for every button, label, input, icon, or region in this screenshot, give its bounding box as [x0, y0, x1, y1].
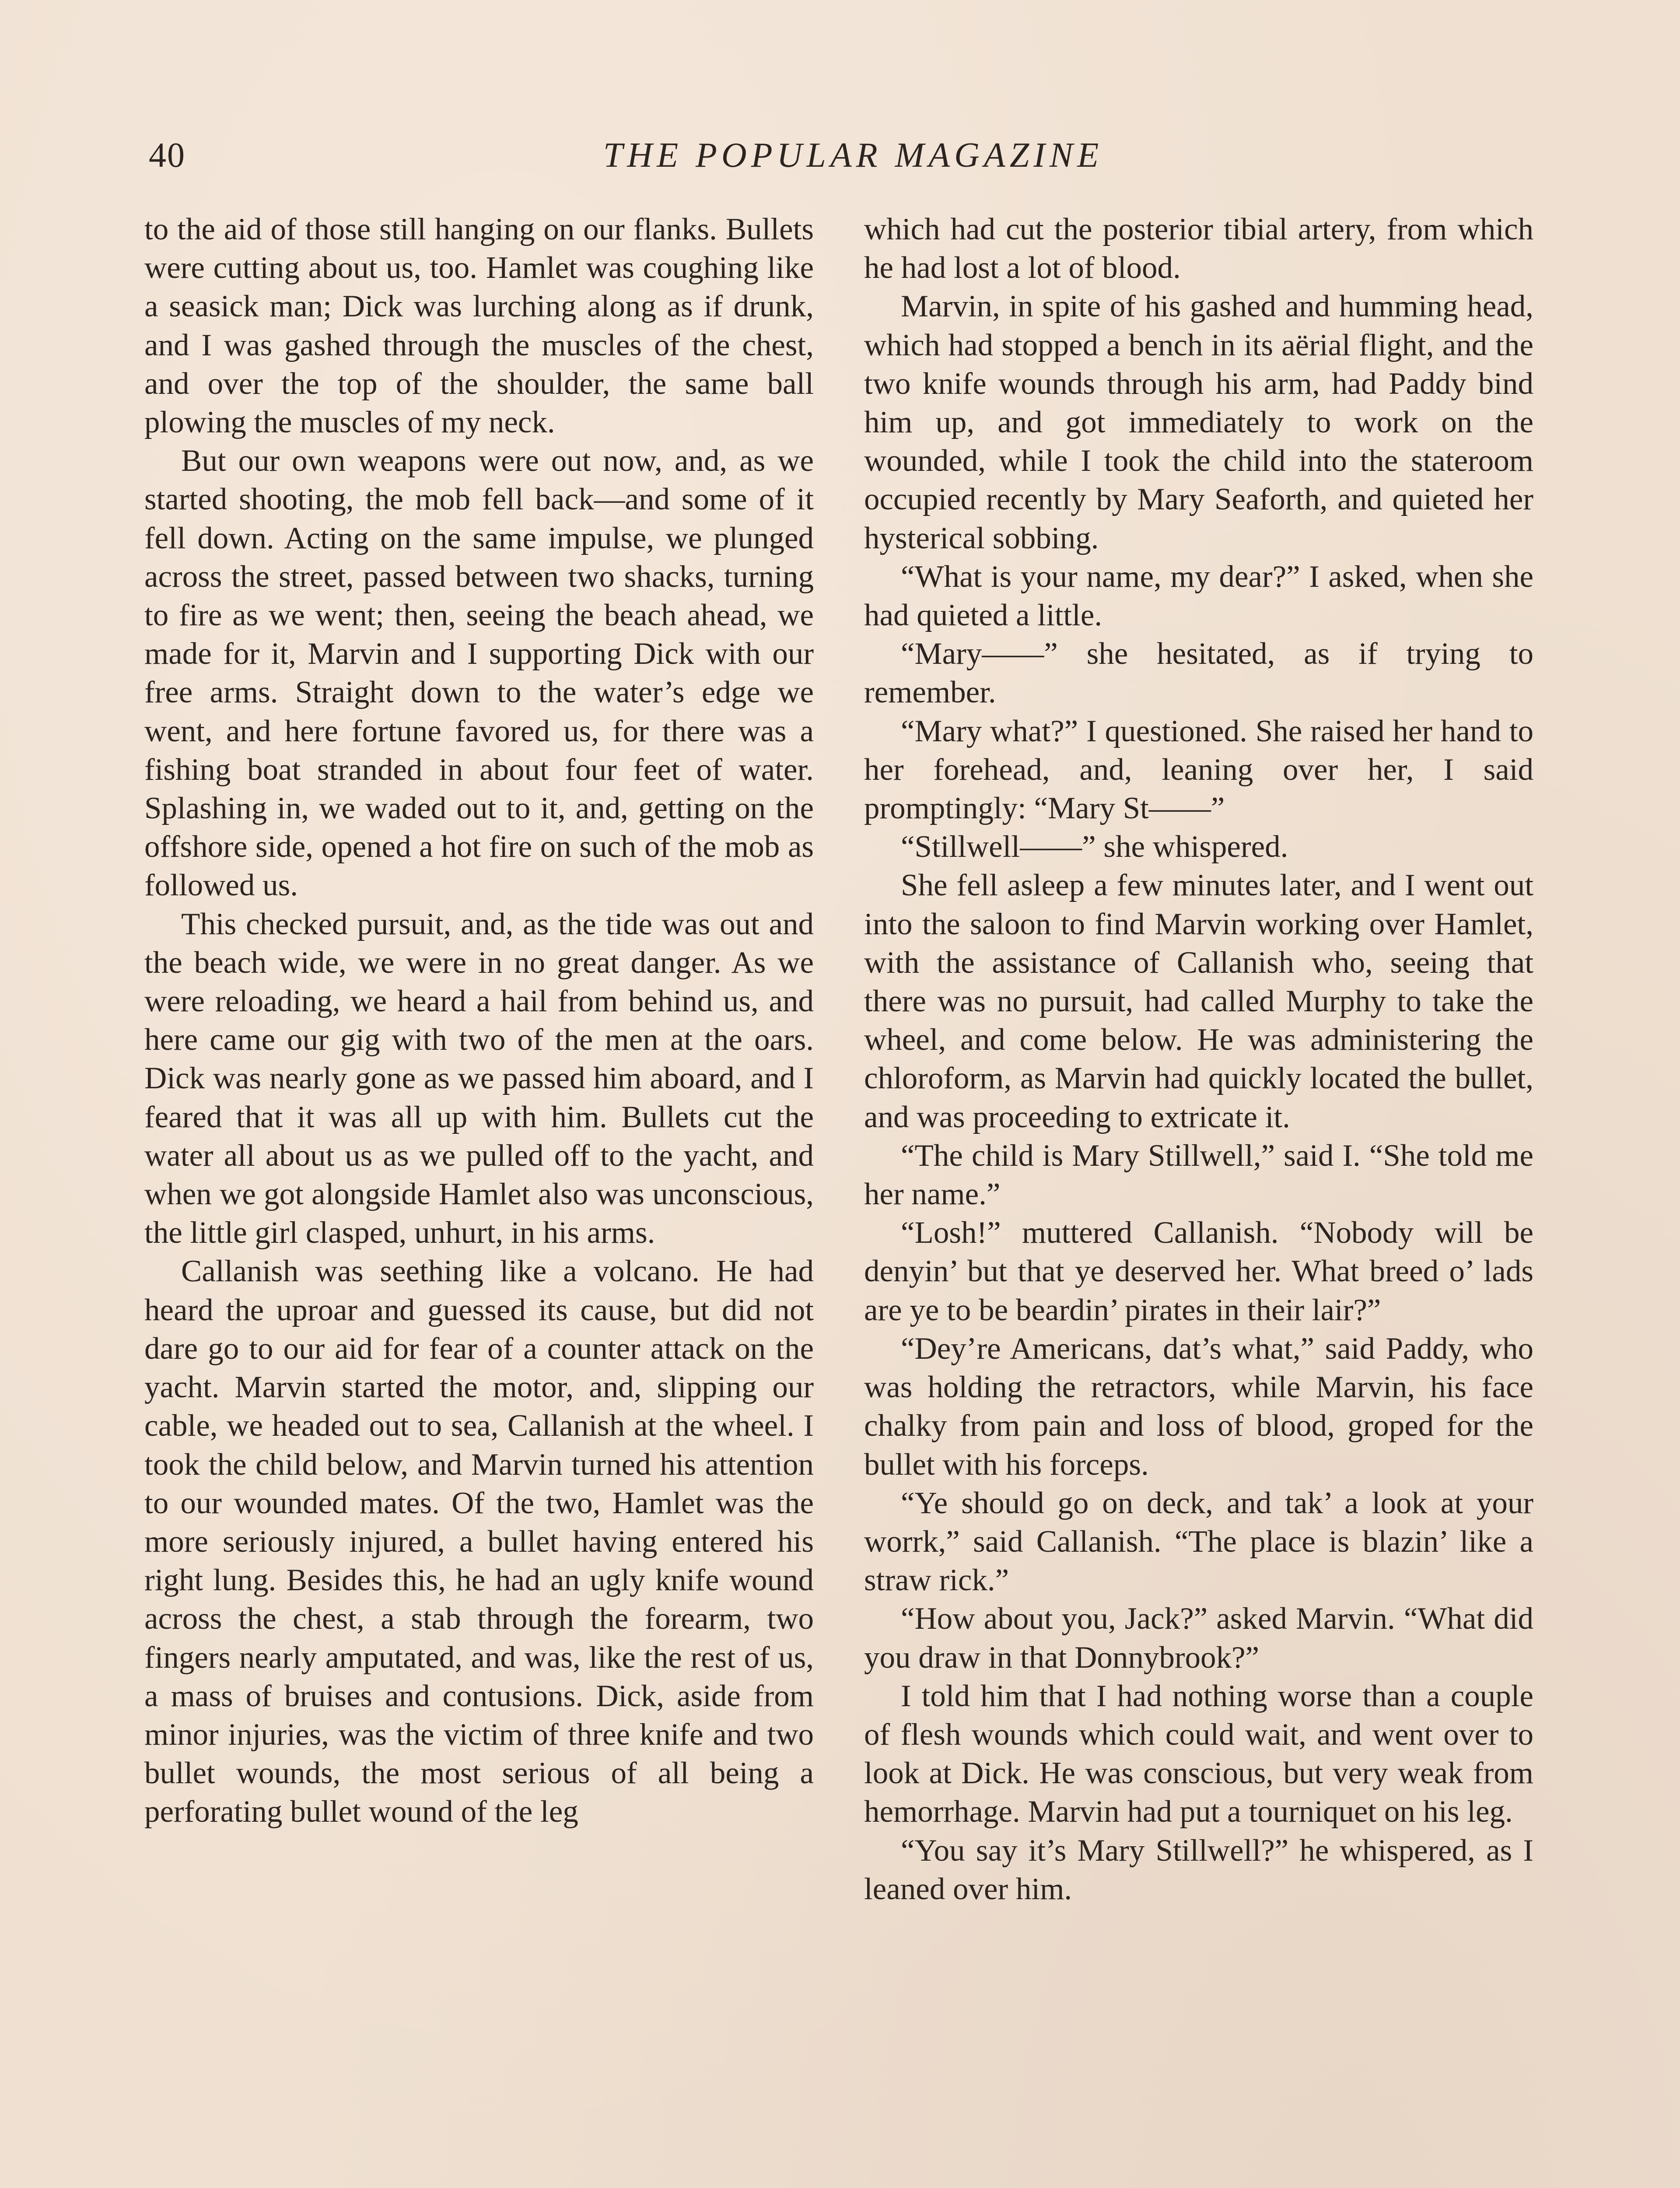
page-header: [149, 131, 1558, 179]
paragraph: Callanish was seething like a volcano. He had heard the uproar and guessed its cause, but did not dare go to our aid for fear of a counter attack on the yacht. Marvin started the motor, and, slipping our cable, we headed out to sea, Callanish at the wheel. I took the child below, and Marvin turned his attention to our wounded mates. Of the two, Hamlet was the more seriously injured, a bullet having entered his right lung. Besides this, he had an ugly knife wound across the chest, a stab through the forearm, two fingers nearly amputated, and was, like the rest of us, a mass of bruises and contusions. Dick, aside from minor injuries, was the victim of three knife and two bullet wounds, the most serious of all being a perforating bullet wound of the leg: [144, 1254, 814, 1829]
paragraph: “Dey’re Americans, dat’s what,” said Paddy, who was holding the retractors, while Marvin, his face chalky from pain and loss of blood, groped for the bullet with his forceps.: [864, 1331, 1533, 1482]
paragraph: “Ye should go on deck, and tak’ a look at your worrk,” said Callanish. “The place is blazin’ like a straw rick.”: [864, 1486, 1533, 1598]
paragraph: I told him that I had nothing worse than a couple of flesh wounds which could wait, and went over to look at Dick. He was conscious, but very weak from hemorrhage. Marvin had put a tourniquet on his leg.: [864, 1679, 1533, 1829]
paragraph: “You say it’s Mary Stillwell?” he whispered, as I leaned over him.: [864, 1833, 1533, 1906]
paragraph: But our own weapons were out now, and, as we started shooting, the mob fell back—and some of it fell down. Acting on the same impulse, we plunged across the street, passed between two shacks, turning to fire as we went; then, seeing the beach ahead, we made for it, Marvin and I supporting Dick with our free arms. Straight down to the water’s edge we went, and here fortune favored us, for there was a fishing boat stranded in about four feet of water. Splashing in, we waded out to it, and, getting on the offshore side, opened a hot fire on such of the mob as followed us.: [144, 444, 814, 903]
magazine-title: THE POPULAR MAGAZINE: [603, 136, 1103, 175]
paragraph: “Losh!” muttered Callanish. “Nobody will be denyin’ but that ye deserved her. What breed o’ lads are ye to be beardin’ pirates in their lair?”: [864, 1216, 1533, 1327]
paragraph: which had cut the posterior tibial artery, from which he had lost a lot of blood.: [864, 212, 1533, 285]
paragraph: “What is your name, my dear?” I asked, when she had quieted a little.: [864, 559, 1533, 633]
paragraph: “Stillwell——” she whispered.: [901, 830, 1288, 864]
paragraph: Marvin, in spite of his gashed and humming head, which had stopped a bench in its aërial flight, and the two knife wounds through his arm, had Paddy bind him up, and got immediately to work on the wounded, while I took the child into the stateroom occupied recently by Mary Seaforth, and quieted her hysterical sobbing.: [864, 289, 1533, 555]
right-column: [864, 210, 1533, 1908]
paragraph: to the aid of those still hanging on our flanks. Bullets were cutting about us, too. Hamlet was coughing like a seasick man; Dick was lurching along as if drunk, and I was gashed through the muscles of the chest, and over the top of the shoulder, the same ball plowing the muscles of my neck.: [144, 212, 814, 440]
left-column: [144, 210, 814, 1831]
paragraph: This checked pursuit, and, as the tide was out and the beach wide, we were in no great danger. As we were reloading, we heard a hail from behind us, and here came our gig with two of the men at the oars. Dick was nearly gone as we passed him aboard, and I feared that it was all up with him. Bullets cut the water all about us as we pulled off to the yacht, and when we got alongside Hamlet also was unconscious, the little girl clasped, unhurt, in his arms.: [144, 907, 814, 1250]
paragraph: “How about you, Jack?” asked Marvin. “What did you draw in that Donnybrook?”: [864, 1602, 1533, 1675]
paragraph: “Mary what?” I questioned. She raised her hand to her forehead, and, leaning over her, I said promptingly: “Mary St——”: [864, 714, 1533, 826]
paragraph: “The child is Mary Stillwell,” said I. “She told me her name.”: [864, 1138, 1533, 1212]
paragraph: She fell asleep a few minutes later, and I went out into the saloon to find Marvin working over Hamlet, with the assistance of Callanish who, seeing that there was no pursuit, had called Murphy to take the wheel, and come below. He was administering the chloroform, as Marvin had quickly located the bullet, and was proceeding to extricate it.: [864, 868, 1533, 1134]
page-number: 40: [149, 136, 186, 175]
paragraph: “Mary——” she hesitated, as if trying to remember.: [864, 637, 1533, 710]
